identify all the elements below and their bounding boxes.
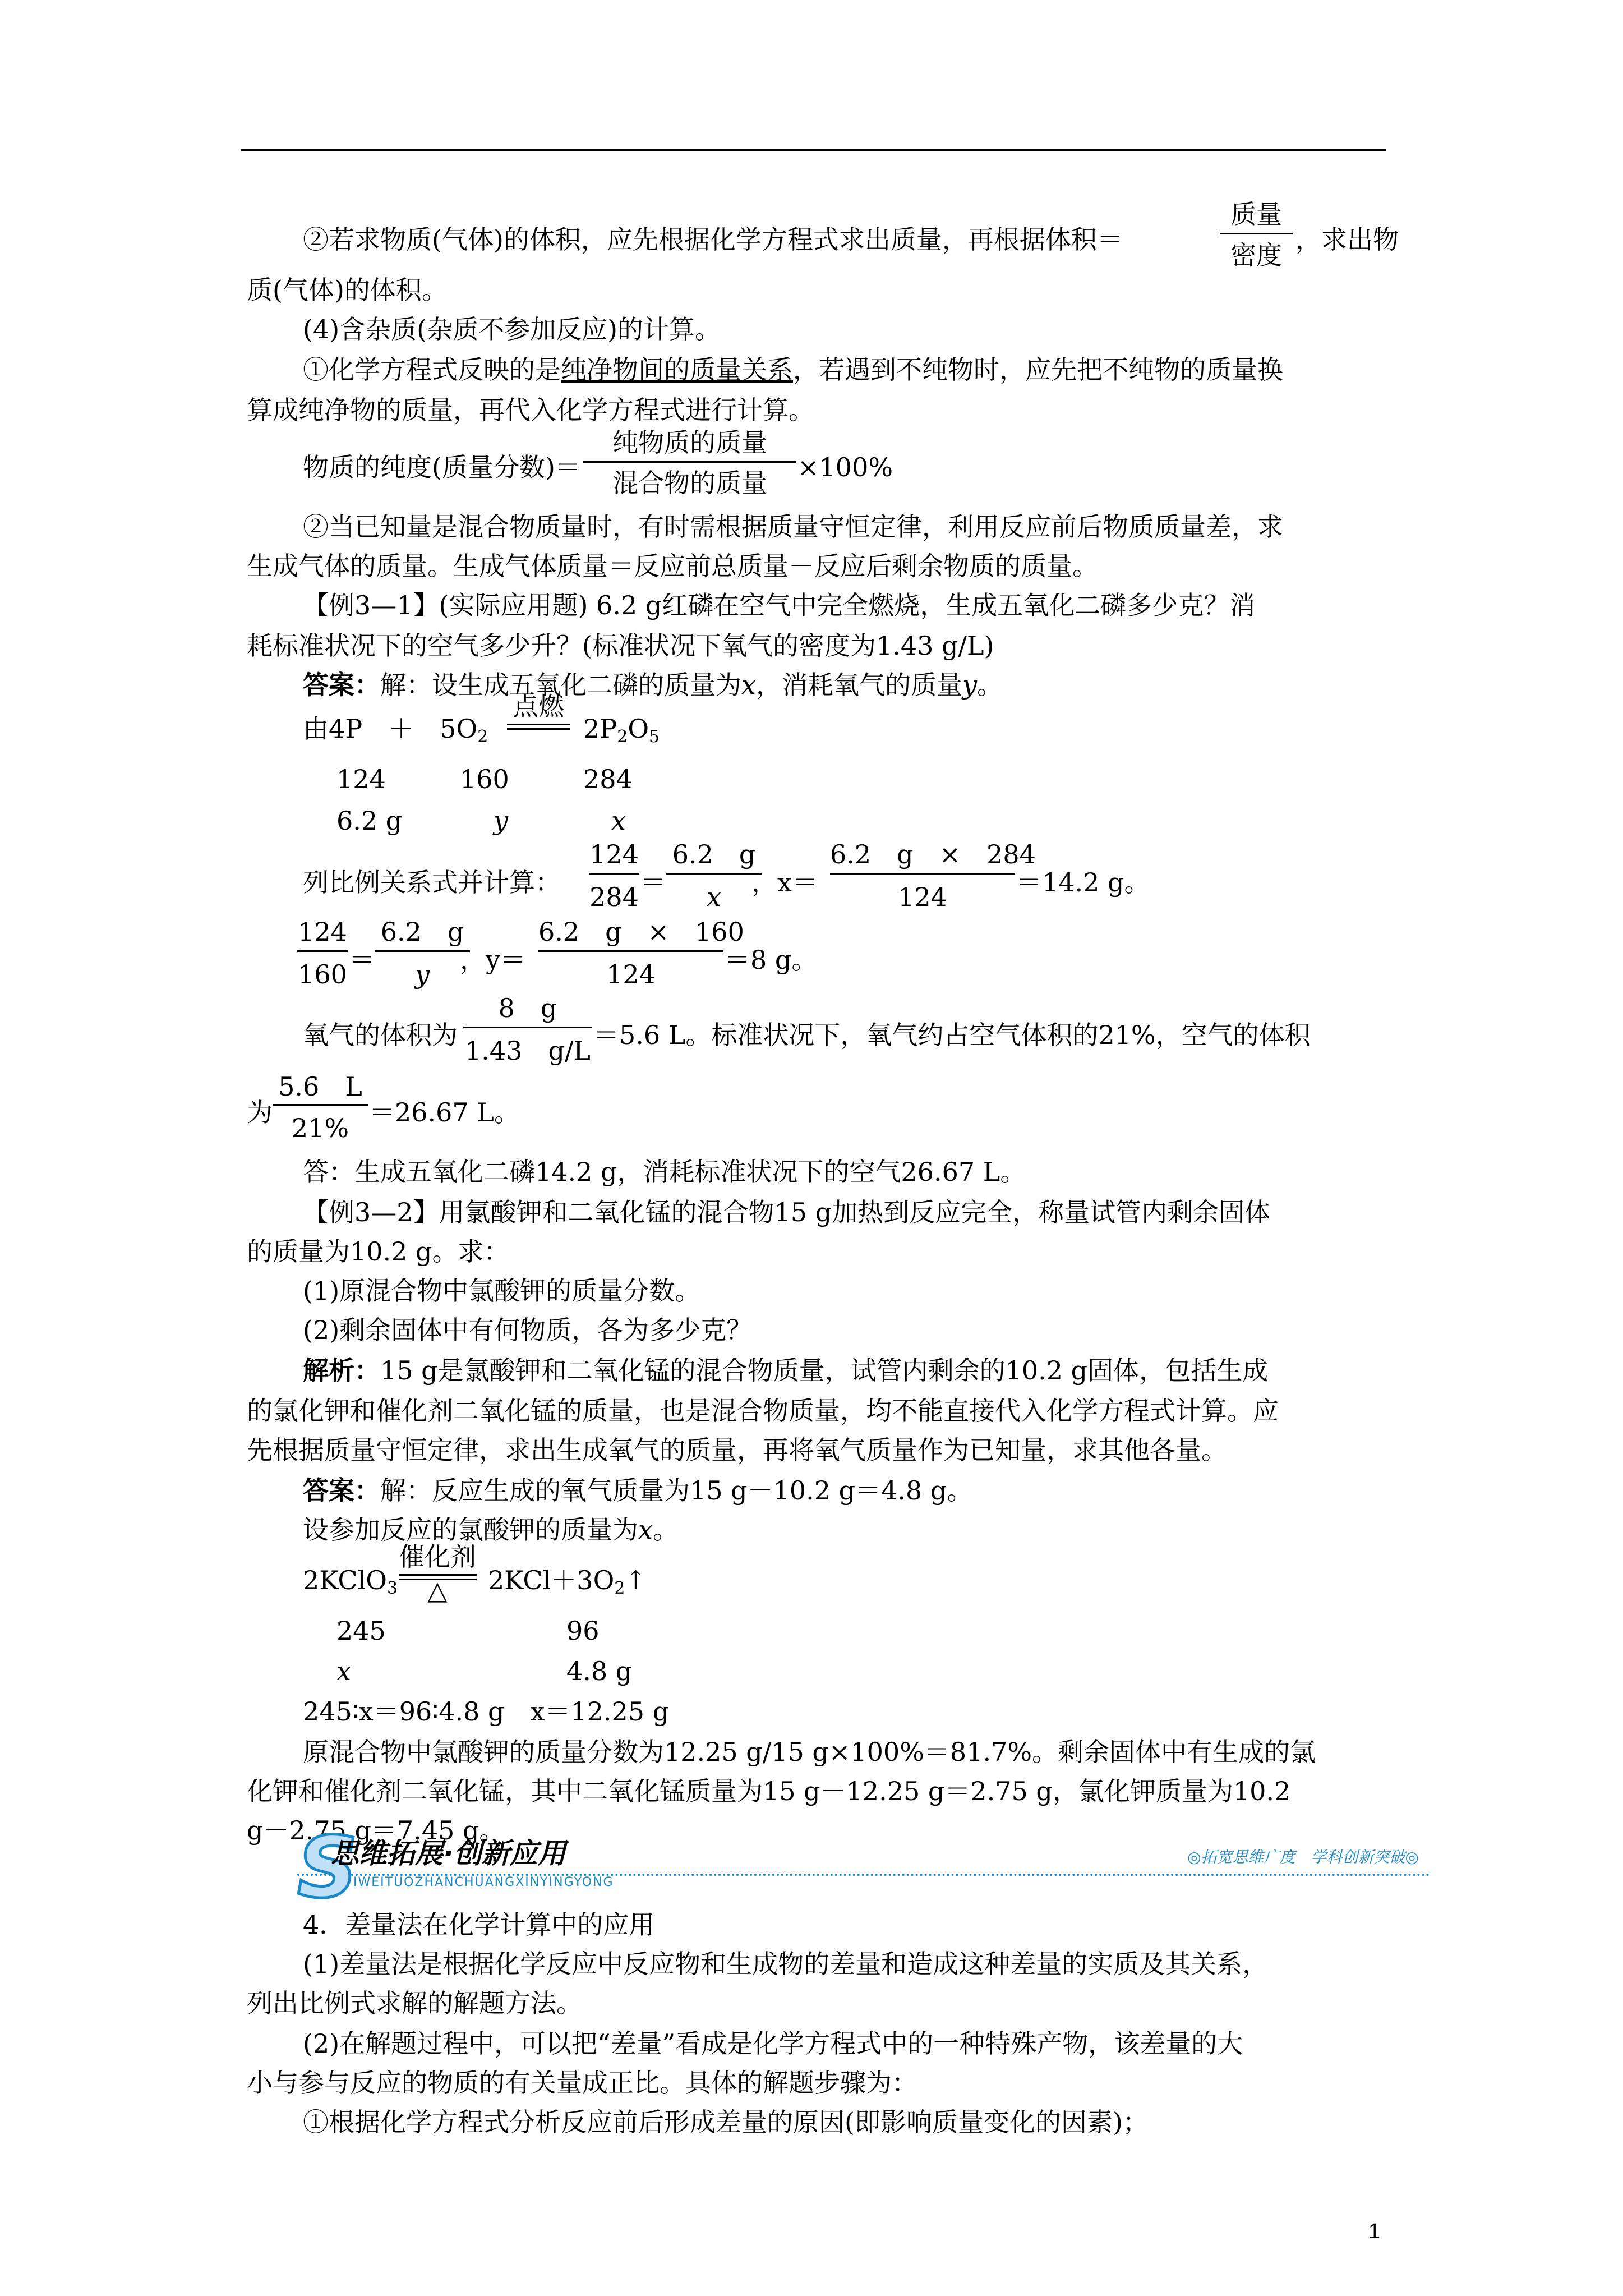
fraction-numerator: 质量 [1230,199,1282,229]
chemical-equation: $2KCl+3O_2↑$ [488,1565,647,1598]
fraction-denominator: y [415,959,430,990]
answer-line: 答案：解：反应生成的氧气质量为15 g－10.2 g＝4.8 g。 [303,1475,973,1506]
fraction-denominator: 混合物的质量 [612,468,767,498]
fraction-bar [375,950,470,952]
fraction-bar [830,873,1015,875]
heat-symbol: △ [427,1575,448,1605]
page-number: 1 [1368,2220,1381,2243]
result: ＝8 g。 [725,945,818,975]
fraction-bar [666,873,762,875]
molar-mass: 245 [336,1616,386,1646]
text-line: 列比例关系式并计算： [303,867,561,898]
fraction-bar [1220,233,1293,234]
unknown-var: y [494,806,508,836]
text-line: ，x＝ [751,867,818,898]
fraction-bar [463,1027,592,1028]
text-line: (4)含杂质(杂质不参加反应)的计算。 [303,314,721,344]
fraction-bar [589,873,639,875]
fraction-numerator: 6.2 g [380,917,464,947]
answer-label: 答案： [303,670,380,700]
fraction-bar [583,461,796,463]
reaction-condition: 点燃 [513,691,564,721]
fraction-numerator: 6.2 g × 284 [830,839,1036,869]
fraction-denominator: 密度 [1230,240,1282,270]
molar-mass: 160 [460,764,509,794]
text-line: 245∶x＝96∶4.8 g x＝12.25 g [303,1696,670,1727]
equals-sign: ＝ [640,867,666,898]
text-line: ①化学方程式反映的是纯净物间的质量关系，若遇到不纯物时，应先把不纯物的质量换 [303,355,1283,385]
analysis-label: 解析： [303,1355,380,1386]
text-line: 物质的纯度(质量分数)＝ [303,452,581,482]
chemical-equation: 由4P ＋ $5O_2$ [303,714,488,747]
analysis-line: 解析：15 g是氯酸钾和二氧化锰的混合物质量，试管内剩余的10.2 g固体，包括生成 [303,1355,1269,1386]
example-heading: 【例3—2】用氯酸钾和二氧化锰的混合物15 g加热到反应完全，称量试管内剩余固体 [303,1197,1271,1227]
question: (1)原混合物中氯酸钾的质量分数。 [303,1276,701,1306]
known-mass: 6.2 g [336,806,403,836]
result: ＝14.2 g。 [1016,867,1150,898]
text-line: 生成气体的质量。生成气体质量＝反应前总质量－反应后剩余物质的质量。 [247,551,1098,581]
fraction-numerator: 5.6 L [278,1071,362,1102]
fraction-denominator: 1.43 g/L [465,1036,591,1066]
fraction-denominator: 124 [898,882,947,912]
fraction-denominator: x [707,882,721,912]
reaction-equals-sign [507,724,570,725]
answer-line: 答案：解：设生成五氧化二磷的质量为x，消耗氧气的质量y。 [303,670,1003,700]
text-line: ×100% [797,452,893,482]
text-line: ＝5.6 L。标准状况下，氧气约占空气体积的21%，空气的体积 [593,1020,1311,1050]
reaction-equals-sign [507,728,570,730]
text-line: 的质量为10.2 g。求： [247,1236,510,1267]
text-line: 设参加反应的氯酸钾的质量为x。 [303,1515,679,1545]
text-line: ＝26.67 L。 [369,1097,520,1128]
text-line: 答：生成五氧化二磷14.2 g，消耗标准状况下的空气26.67 L。 [303,1157,1026,1187]
text-line: 算成纯净物的质量，再代入化学方程式进行计算。 [247,395,814,425]
banner-pinyin: IWEITUOZHANCHUANGXINYINGYONG [353,1875,614,1889]
banner-logo-letter: S [297,1819,358,1917]
text-line: (2)在解题过程中，可以把“差量”看成是化学方程式中的一种特殊产物，该差量的大 [303,2028,1243,2059]
banner-title: 思维拓展·创新应用 [331,1837,566,1870]
fraction-denominator: 284 [589,882,639,912]
fraction-denominator: 160 [298,959,347,990]
unknown-var: x [611,806,626,836]
text-line: 质(气体)的体积。 [247,275,448,305]
section-heading: 4．差量法在化学计算中的应用 [303,1910,655,1940]
text-line: 的氯化钾和催化剂二氧化锰的质量，也是混合物质量，均不能直接代入化学方程式计算。应 [247,1396,1279,1426]
answer-label: 答案： [303,1475,380,1506]
fraction-numerator: 124 [298,917,347,947]
text-line: ，求出物 [1295,224,1399,255]
text-line: 先根据质量守恒定律，求出生成氧气的质量，再将氧气质量作为已知量，求其他各量。 [247,1435,1227,1465]
fraction-denominator: 21% [291,1113,349,1143]
text-line: 列出比例式求解的解题方法。 [247,1988,582,2018]
molar-mass: 96 [566,1616,600,1646]
known-mass: 4.8 g [566,1656,633,1686]
text-line: ①根据化学方程式分析反应前后形成差量的原因(即影响质量变化的因素)； [303,2107,1149,2137]
header-rule [241,149,1386,151]
fraction-numerator: 纯物质的质量 [612,427,767,458]
chemical-equation: 2KClO$_3$ [303,1565,398,1598]
underlined-phrase: 纯净物间的质量关系 [561,355,793,385]
unknown-var: x [336,1656,351,1686]
text-line: 为 [247,1097,273,1128]
text-line: 氧气的体积为 [303,1020,458,1050]
fraction-numerator: 6.2 g × 160 [538,917,744,947]
fraction-denominator: 124 [606,959,656,990]
chemical-equation: $2P_2O_5$ [583,714,660,747]
text-line: g－2.75 g＝7.45 g。 [247,1815,505,1846]
fraction-bar [538,950,723,952]
fraction-numerator: 124 [589,839,639,869]
text-line: 耗标准状况下的空气多少升？(标准状况下氧气的密度为1.43 g/L) [247,631,994,661]
text-line: ②若求物质(气体)的体积，应先根据化学方程式求出质量，再根据体积＝ [303,224,1123,255]
text-line: ②当已知量是混合物质量时，有时需根据质量守恒定律，利用反应前后物质质量差，求 [303,512,1283,542]
text-line: ，y＝ [460,945,526,975]
molar-mass: 124 [336,764,386,794]
banner-slogan: ◎拓宽思维广度 学科创新突破◎ [1187,1848,1419,1866]
text-line: (1)差量法是根据化学反应中反应物和生成物的差量和造成这种差量的实质及其关系， [303,1949,1269,1979]
fraction-bar [297,950,348,952]
example-heading: 【例3—1】(实际应用题) 6.2 g红磷在空气中完全燃烧，生成五氧化二磷多少克？消 [303,590,1256,620]
fraction-numerator: 8 g [498,993,557,1023]
question: (2)剩余固体中有何物质，各为多少克？ [303,1315,753,1345]
fraction-numerator: 6.2 g [672,839,756,869]
molar-mass: 284 [583,764,633,794]
text-line: 原混合物中氯酸钾的质量分数为12.25 g/15 g×100%＝81.7%。剩余固体中有生成的氯 [303,1737,1316,1767]
fraction-bar [273,1104,368,1106]
reaction-condition: 催化剂 [399,1542,476,1572]
text-line: 小与参与反应的物质的有关量成正比。具体的解题步骤为： [247,2068,917,2098]
equals-sign: ＝ [349,945,375,975]
text-line: 化钾和催化剂二氧化锰，其中二氧化锰质量为15 g－12.25 g＝2.75 g，氯化钾质量为10.2 [247,1776,1291,1806]
